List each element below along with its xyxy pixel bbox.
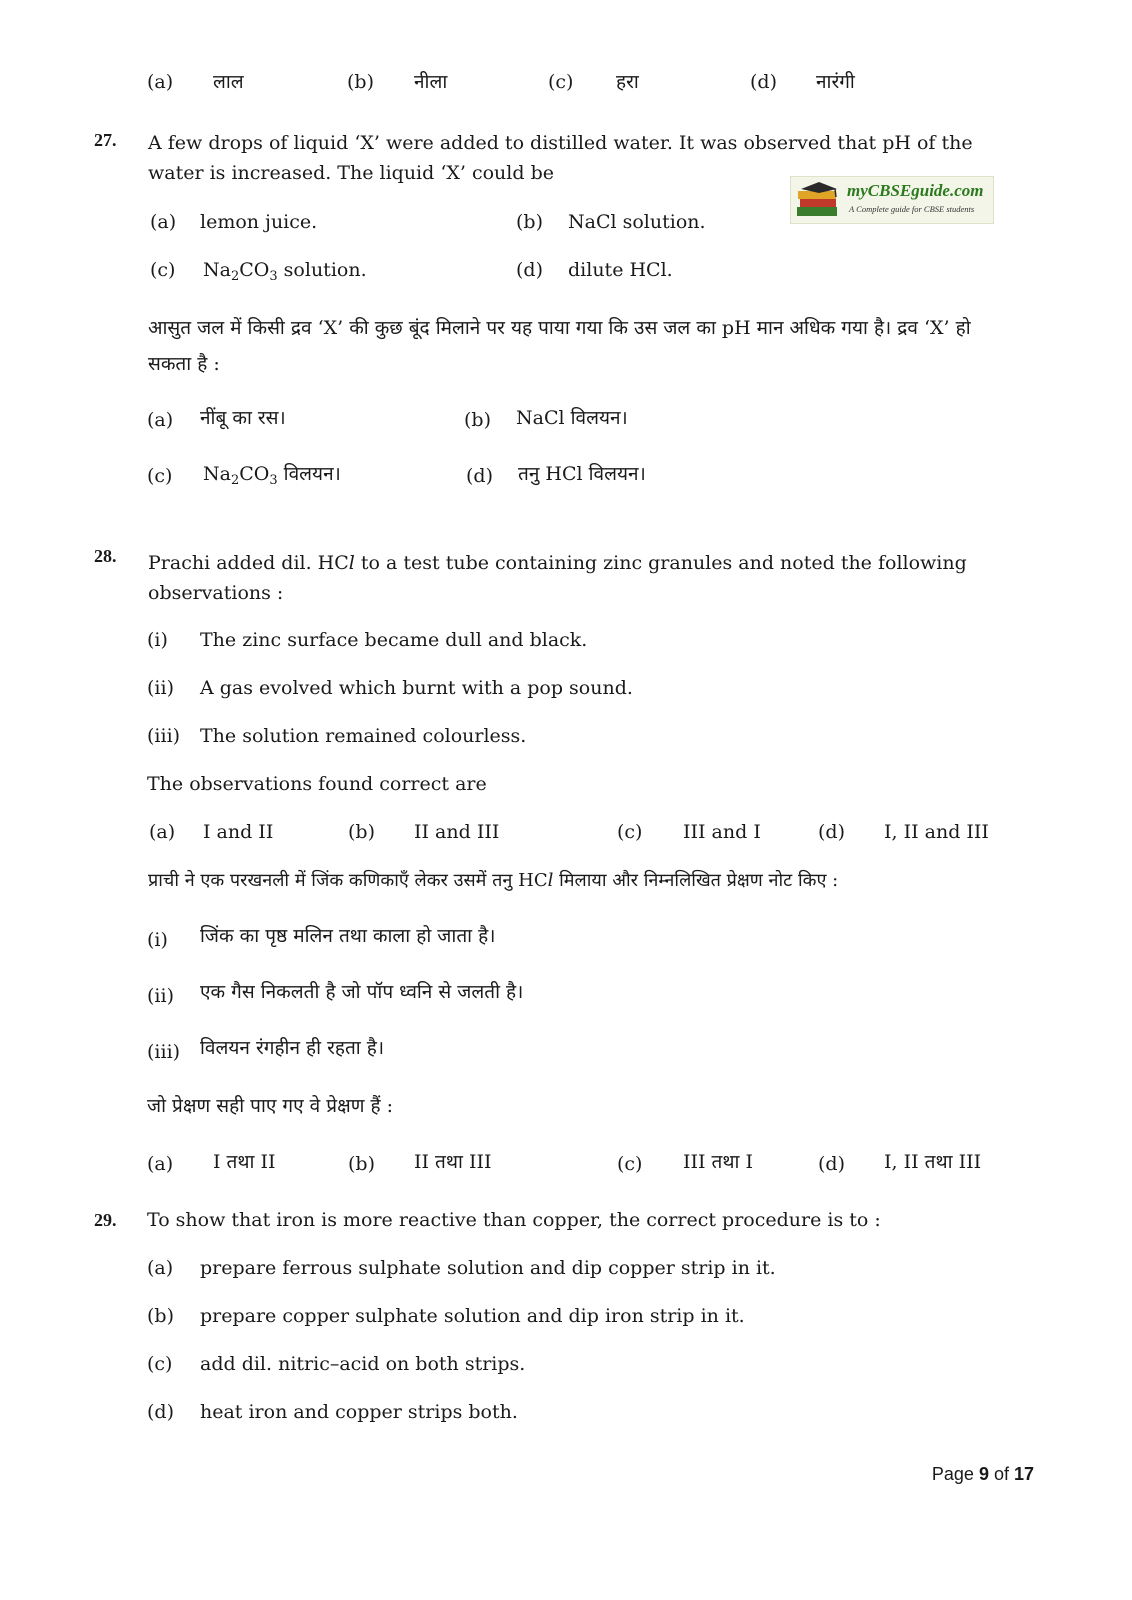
q29-text: To show that iron is more reactive than copper, the correct procedure is to : <box>147 1209 881 1231</box>
q29-option-b-label: (b) <box>147 1305 174 1327</box>
q29-option-c-text: add dil. nitric–acid on both strips. <box>200 1353 526 1375</box>
question-number-29: 29. <box>94 1210 117 1230</box>
q27-option-c-label: (c) <box>150 259 176 281</box>
q28-hi-option-b-text: II तथा III <box>414 1151 492 1173</box>
question-number-28: 28. <box>94 546 117 566</box>
q27-hi-option-c-label: (c) <box>147 465 173 487</box>
q27-hi-option-d-label: (d) <box>466 465 493 487</box>
q29-option-a-label: (a) <box>147 1257 174 1279</box>
top-option-c-text: हरा <box>616 71 639 93</box>
q28-hi-option-b-label: (b) <box>348 1153 375 1175</box>
books-icon <box>795 181 843 219</box>
q28-obs-3-text: The solution remained colourless. <box>200 725 527 747</box>
q27-option-c-text: $Na_2CO_3$ solution. <box>203 259 367 284</box>
q27-option-d-label: (d) <box>516 259 543 281</box>
q27-option-b-text: NaCl solution. <box>568 211 706 233</box>
q27-hi-option-c-text: $Na_2CO_3$ विलयन। <box>203 463 341 488</box>
q29-option-d-text: heat iron and copper strips both. <box>200 1401 518 1423</box>
q28-obs-1-text: The zinc surface became dull and black. <box>200 629 588 651</box>
logo-name: myCBSEguide.com <box>847 181 984 200</box>
top-option-a-label: (a) <box>147 71 174 93</box>
q27-option-a-text: lemon juice. <box>200 211 318 233</box>
q28-intro-hi: प्राची ने एक परखनली में जिंक कणिकाएँ लेकर उसमें तनु HCl मिलाया और निम्नलिखित प्रेक्षण नोट किए : <box>148 870 839 891</box>
q29-option-b-text: prepare copper sulphate solution and dip iron strip in it. <box>200 1305 745 1327</box>
top-option-c-label: (c) <box>548 71 574 93</box>
q28-option-d-label: (d) <box>818 821 845 843</box>
q28-intro-en: Prachi added dil. HCl to a test tube containing zinc granules and noted the following observations : <box>148 552 967 604</box>
top-option-b-label: (b) <box>347 71 374 93</box>
q27-option-d-text: dilute HCl. <box>568 259 673 281</box>
q28-obs-3-label: (iii) <box>147 725 181 747</box>
q29-option-a-text: prepare ferrous sulphate solution and dip copper strip in it. <box>200 1257 776 1279</box>
q28-hi-obs-3-label: (iii) <box>147 1041 181 1063</box>
q28-hi-obs-3-text: विलयन रंगहीन ही रहता है। <box>200 1037 385 1059</box>
q27-hi-option-b-text: NaCl विलयन। <box>516 407 628 429</box>
logo-tagline: A Complete guide for CBSE students <box>849 204 975 214</box>
q27-hi-option-a-label: (a) <box>147 409 174 431</box>
q29-option-c-label: (c) <box>147 1353 173 1375</box>
q28-option-b-text: II and III <box>414 821 500 843</box>
q28-hi-option-c-text: III तथा I <box>683 1151 753 1173</box>
q28-question-hi: जो प्रेक्षण सही पाए गए वे प्रेक्षण हैं : <box>147 1095 394 1117</box>
question-number-27: 27. <box>94 130 117 150</box>
q28-option-d-text: I, II and III <box>884 821 989 843</box>
q28-hi-option-d-label: (d) <box>818 1153 845 1175</box>
q28-hi-obs-1-text: जिंक का पृष्ठ मलिन तथा काला हो जाता है। <box>200 925 496 947</box>
q28-option-c-label: (c) <box>617 821 643 843</box>
q27-option-b-label: (b) <box>516 211 543 233</box>
q28-question-en: The observations found correct are <box>147 773 487 795</box>
q28-hi-obs-2-label: (ii) <box>147 985 174 1007</box>
top-option-d-label: (d) <box>750 71 777 93</box>
q28-hi-option-a-text: I तथा II <box>213 1151 276 1173</box>
q28-obs-2-text: A gas evolved which burnt with a pop sound. <box>200 677 633 699</box>
q27-text-en: A few drops of liquid ‘X’ were added to distilled water. It was observed that pH of the water is increased. The liquid ‘X’ could be <box>148 132 973 184</box>
q28-hi-obs-1-label: (i) <box>147 929 168 951</box>
q28-option-b-label: (b) <box>348 821 375 843</box>
q27-hi-option-a-text: नींबू का रस। <box>200 407 286 429</box>
mycbseguide-logo <box>790 176 994 224</box>
q28-option-c-text: III and I <box>683 821 761 843</box>
q28-hi-obs-2-text: एक गैस निकलती है जो पॉप ध्वनि से जलती है। <box>200 981 524 1003</box>
q28-option-a-text: I and II <box>203 821 274 843</box>
q28-hi-option-d-text: I, II तथा III <box>884 1151 982 1173</box>
q28-hi-option-a-label: (a) <box>147 1153 174 1175</box>
top-option-b-text: नीला <box>414 71 448 93</box>
q29-option-d-label: (d) <box>147 1401 174 1423</box>
top-option-a-text: लाल <box>213 71 244 93</box>
q28-option-a-label: (a) <box>149 821 176 843</box>
q27-option-a-label: (a) <box>150 211 177 233</box>
page-number-footer: Page 9 of 17 <box>931 1464 1034 1484</box>
q27-hi-option-d-text: तनु HCl विलयन। <box>518 463 646 485</box>
q27-hi-option-b-label: (b) <box>464 409 491 431</box>
q28-obs-1-label: (i) <box>147 629 168 651</box>
q27-text-hi: आसुत जल में किसी द्रव ‘X’ की कुछ बूंद मिलाने पर यह पाया गया कि उस जल का pH मान अधिक गया है। द्रव ‘X’ हो सकता है : <box>148 317 971 375</box>
q28-hi-option-c-label: (c) <box>617 1153 643 1175</box>
q28-obs-2-label: (ii) <box>147 677 174 699</box>
top-option-d-text: नारंगी <box>816 71 855 93</box>
